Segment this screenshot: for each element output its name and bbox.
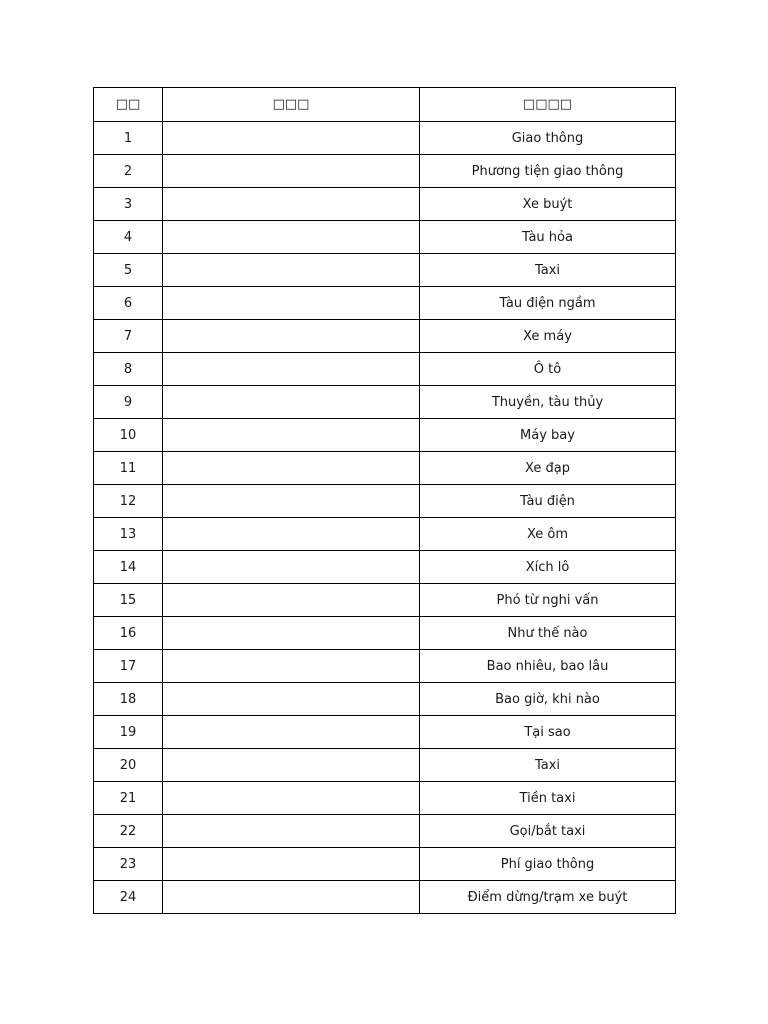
term-cell (163, 848, 420, 881)
row-number-cell: 15 (94, 584, 163, 617)
vietnamese-meaning-cell: Như thế nào (420, 617, 676, 650)
term-cell (163, 650, 420, 683)
vietnamese-meaning-cell: Gọi/bắt taxi (420, 815, 676, 848)
vietnamese-meaning-cell: Giao thông (420, 122, 676, 155)
table-row (94, 155, 676, 188)
row-number-cell: 21 (94, 782, 163, 815)
vietnamese-meaning-cell: Ô tô (420, 353, 676, 386)
header-row (94, 88, 676, 122)
table-row (94, 881, 676, 914)
vietnamese-meaning-cell: Xích lô (420, 551, 676, 584)
vietnamese-meaning-cell: Xe máy (420, 320, 676, 353)
vietnamese-meaning-cell: Tàu hỏa (420, 221, 676, 254)
vietnamese-meaning-cell: Thuyền, tàu thủy (420, 386, 676, 419)
table-row (94, 749, 676, 782)
term-cell (163, 617, 420, 650)
row-number-cell: 9 (94, 386, 163, 419)
vietnamese-meaning-cell: Điểm dừng/trạm xe buýt (420, 881, 676, 914)
table-row (94, 320, 676, 353)
term-cell (163, 551, 420, 584)
term-cell (163, 749, 420, 782)
row-number-cell: 10 (94, 419, 163, 452)
term-cell (163, 320, 420, 353)
row-number-cell: 3 (94, 188, 163, 221)
vocabulary-table (93, 87, 676, 914)
term-cell (163, 155, 420, 188)
table-row (94, 353, 676, 386)
term-cell (163, 683, 420, 716)
row-number-cell: 23 (94, 848, 163, 881)
table-row (94, 221, 676, 254)
term-cell (163, 419, 420, 452)
vietnamese-meaning-cell: Taxi (420, 254, 676, 287)
table-row (94, 551, 676, 584)
row-number-cell: 19 (94, 716, 163, 749)
vietnamese-meaning-cell: Máy bay (420, 419, 676, 452)
row-number-cell: 16 (94, 617, 163, 650)
term-cell (163, 386, 420, 419)
table-row (94, 419, 676, 452)
term-cell (163, 122, 420, 155)
vietnamese-meaning-cell: Tại sao (420, 716, 676, 749)
vietnamese-meaning-cell: Xe đạp (420, 452, 676, 485)
row-number-cell: 22 (94, 815, 163, 848)
term-cell (163, 518, 420, 551)
table-row (94, 683, 676, 716)
table-row (94, 716, 676, 749)
vietnamese-meaning-cell: Phương tiện giao thông (420, 155, 676, 188)
term-cell (163, 881, 420, 914)
row-number-cell: 5 (94, 254, 163, 287)
term-cell (163, 815, 420, 848)
row-number-cell: 11 (94, 452, 163, 485)
vietnamese-meaning-cell: Taxi (420, 749, 676, 782)
vietnamese-meaning-cell: Tàu điện (420, 485, 676, 518)
table-row (94, 122, 676, 155)
term-cell (163, 254, 420, 287)
table-row (94, 485, 676, 518)
table-header (94, 88, 676, 122)
term-cell (163, 716, 420, 749)
term-cell (163, 287, 420, 320)
table-row (94, 617, 676, 650)
row-number-cell: 1 (94, 122, 163, 155)
term-cell (163, 485, 420, 518)
row-number-cell: 2 (94, 155, 163, 188)
row-number-cell: 7 (94, 320, 163, 353)
table-row (94, 188, 676, 221)
table-row (94, 584, 676, 617)
term-cell (163, 782, 420, 815)
table-row (94, 287, 676, 320)
row-number-cell: 24 (94, 881, 163, 914)
table-row (94, 782, 676, 815)
table-row (94, 518, 676, 551)
vietnamese-meaning-cell: Xe buýt (420, 188, 676, 221)
term-cell (163, 452, 420, 485)
row-number-cell: 18 (94, 683, 163, 716)
table-body (94, 122, 676, 914)
term-cell (163, 221, 420, 254)
row-number-cell: 8 (94, 353, 163, 386)
table-row (94, 452, 676, 485)
vietnamese-meaning-cell: Tiền taxi (420, 782, 676, 815)
row-number-cell: 14 (94, 551, 163, 584)
row-number-cell: 4 (94, 221, 163, 254)
vietnamese-meaning-cell: Phí giao thông (420, 848, 676, 881)
vietnamese-meaning-cell: Tàu điện ngầm (420, 287, 676, 320)
vietnamese-meaning-cell: Xe ôm (420, 518, 676, 551)
row-number-cell: 17 (94, 650, 163, 683)
table-row (94, 254, 676, 287)
row-number-cell: 6 (94, 287, 163, 320)
vietnamese-meaning-cell: Bao nhiêu, bao lâu (420, 650, 676, 683)
header-term: □□□ (163, 88, 420, 122)
row-number-cell: 12 (94, 485, 163, 518)
term-cell (163, 353, 420, 386)
term-cell (163, 584, 420, 617)
row-number-cell: 13 (94, 518, 163, 551)
term-cell (163, 188, 420, 221)
row-number-cell: 20 (94, 749, 163, 782)
vietnamese-meaning-cell: Bao giờ, khi nào (420, 683, 676, 716)
table-row (94, 386, 676, 419)
header-meaning: □□□□ (420, 88, 676, 122)
table-row (94, 848, 676, 881)
table-row (94, 815, 676, 848)
header-number: □□ (94, 88, 163, 122)
table-row (94, 650, 676, 683)
vietnamese-meaning-cell: Phó từ nghi vấn (420, 584, 676, 617)
